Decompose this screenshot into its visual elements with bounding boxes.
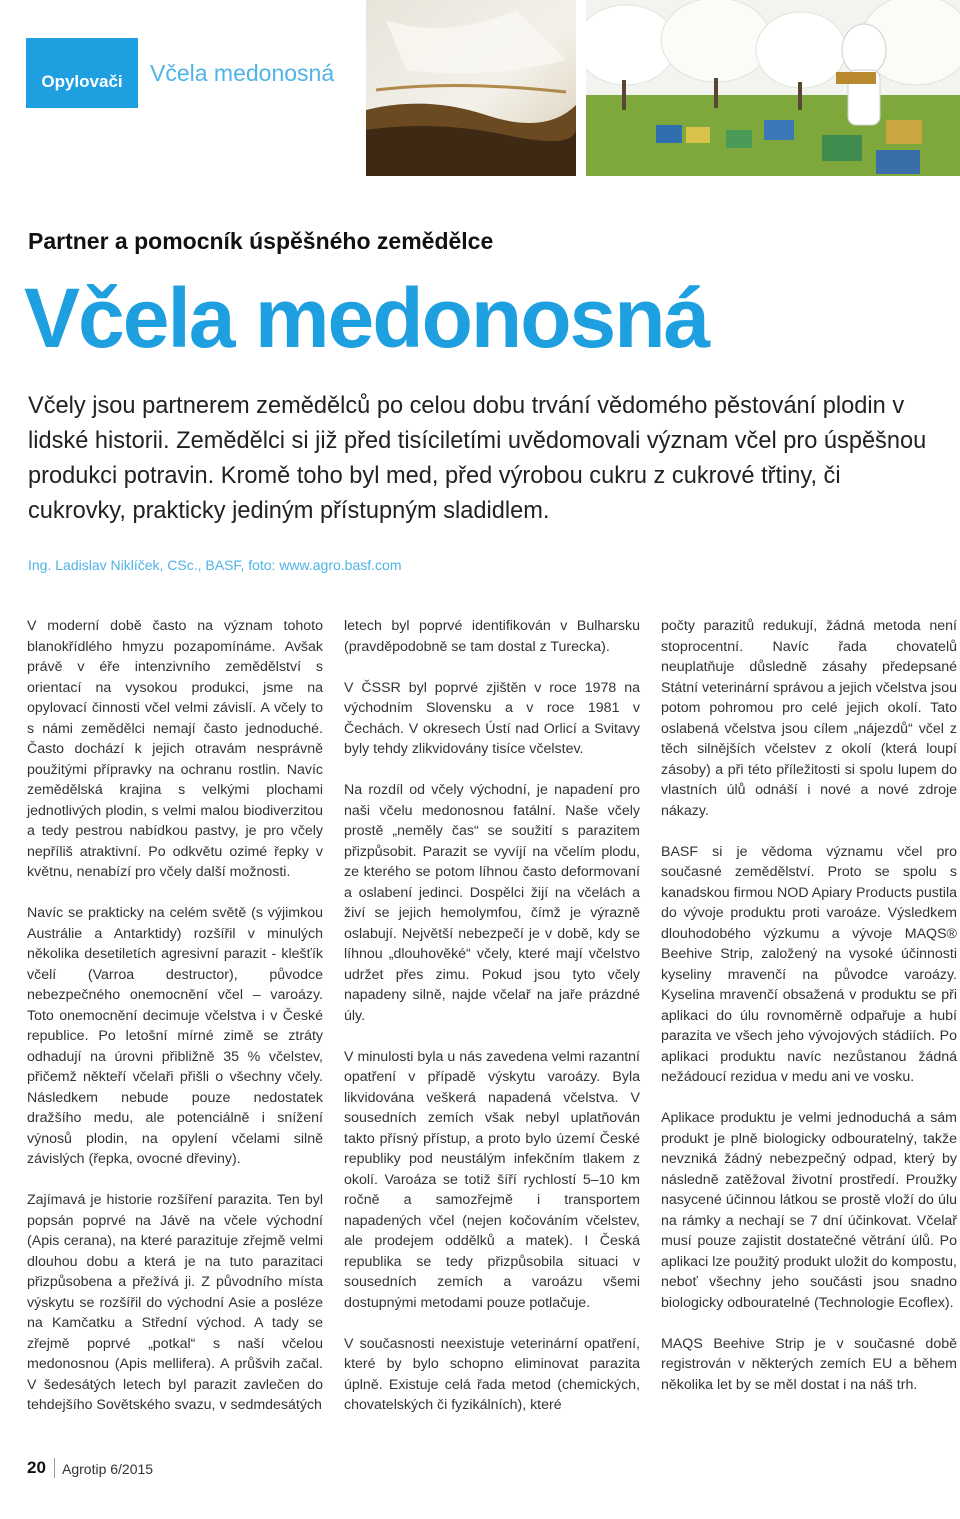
honeycomb-photo (366, 0, 576, 176)
paragraph: Zajímavá je historie rozšíření parazita. Ten byl popsán poprvé na Jávě na včele východní (Apis cerana), na které parazituje zřejmě velmi dlouhou dobu a která je na tuto parazitaci přizpůsobena a přežívá ji. Z původního místa výskytu se rozšířil do východní Asie a posléze na Kamčatku a Střední východ. A tady se zřejmě poprvé „potkal“ s naší včelou medonosnou (Apis mellifera). A průšvih začal. V šedesátých letech byl parazit zavlečen do tehdejšího Sovětského svazu, v sedmdesátých (27, 1192, 323, 1413)
publication-name: Agrotip 6/2015 (62, 1461, 154, 1477)
paragraph: počty parazitů redukují, žádná metoda není stoprocentní. Navíc řada chovatelů neuplatňuje důsledně zásahy předepsané Státní veterinární správou a jejich včelstva jsou potom pohromou pro celé jejich okolí. Tato oslabená včelstva jsou cílem „nájezdů“ včel z těch silnějších včelstev z okolí (která loupí zásoby) a při této příležitosti si spolu lupem do vlastních úlů odnáší i nové a nové zdroje nákazy. (661, 618, 957, 819)
section-tab: Opylovači (26, 38, 138, 108)
beekeeper-orchard-photo (586, 0, 960, 176)
column-2 (344, 616, 640, 1436)
paragraph: MAQS Beehive Strip je v současné době registrován v některých zemích EU a během několika let by se měl dostat i na náš trh. (661, 1335, 957, 1393)
paragraph: Aplikace produktu je velmi jednoduchá a sám produkt je plně biologicky odbouratelný, takže nevzniká žádný nebezpečný odpad, který by následně zatěžoval životní prostředí. Proužky nasycené účinnou látkou se prostě vloží do úlu na rámky a nechají se 7 dní účinkovat. Včelař musí pouze zajistit dostatečné větrání úlů. Po aplikaci lze použitý produkt uložit do kompostu, neboť všechny jeho součásti jsou snadno biologicky odbouratelné (Technologie Ecoflex). (661, 1110, 957, 1311)
paragraph: letech byl poprvé identifikován v Bulharsku (pravděpodobně se tam dostal z Turecka). (344, 618, 640, 655)
paragraph: BASF si je vědoma významu včel pro současné zemědělství. Proto se spolu s kanadskou firmou NOD Apiary Products pustila do vývoje produktu proti varoáze. Výsledkem dlouhodobého výzkumu a vývoje MAQS® Beehive Strip, založený na vysoké účinnosti kyseliny mravenčí na původce varoázy. Kyselina mravenčí obsažená v produktu se při aplikaci do úlu rovnoměrně odpařuje a hubí parazita ve všech jeho vývojových stádiích. Po aplikaci produktu navíc nezůstanou žádná nežádoucí rezidua v medu ani ve vosku. (661, 843, 957, 1085)
column-1 (27, 616, 323, 1436)
paragraph: Na rozdíl od včely východní, je napadení pro naši včelu medonosnou fatální. Naše včely prostě „neměly čas“ se soužití s parazitem přizpůsobit. Parazit se vyvíjí na včelím plodu, ze kterého se potom líhnou často deformovaní a oslabení jedinci. Dospělci žijí na včelách a živí se jejich hemolymfou, čímž je výrazně oslabují. Největší nebezpečí je v době, kdy se líhnou „dlouhověké“ včely, které mají včelstvo udržet přes zimu. Pokud jsou tyto včely napadeny silně, najde včelař na jaře prázdné úly. (344, 782, 640, 1024)
article-headline: Včela medonosná (24, 271, 709, 365)
article-lead: Včely jsou partnerem zemědělců po celou dobu trvání vědomého pěstování plodin v lidské historii. Zemědělci si již před tisíciletími uvědomovali význam včel pro úspěšnou produkci potravin. Kromě toho byl med, před výrobou cukru z cukrové třtiny, či cukrovky, prakticky jediným přístupným sladidlem. (28, 393, 927, 524)
paragraph: Navíc se prakticky na celém světě (s výjimkou Austrálie a Antarktidy) rozšířil v minulých několika desetiletích agresivní parazit - klešťík včelí (Varroa destructor), původce nebezpečného onemocnění včel – varoázy. Toto onemocnění decimuje včelstva i v České republice. Po letošní mírné zimě se ztráty odhadují na úrovni přibližně 35 % včelstev, přičemž někteří včelaři přišli o všechny včely. Následkem nebude pouze nedostatek dražšího medu, ale potenciálně i snížení výnosů plodin, na opylení včelami silně závislých (řepka, ovocné dřeviny). (27, 905, 323, 1167)
article-kicker: Partner a pomocník úspěšného zemědělce (28, 228, 494, 254)
section-title: Včela medonosná (150, 60, 335, 86)
paragraph: V současnosti neexistuje veterinární opatření, které by bylo schopno eliminovat parazita úplně. Existuje celá řada metod (chemických, chovatelských či fyzikálních), které (344, 1335, 640, 1413)
paragraph: V minulosti byla u nás zavedena velmi razantní opatření v případě výskytu varoázy. Byla likvidována veškerá napadená včelstva. V sousedních zemích však nebyl uplatňován takto přísný přístup, a proto bylo území České republiky pod neustálým infekčním tlakem z okolí. Varoáza se totiž šíří rychlostí 5–10 km ročně a samozřejmě i transportem napadených včel (nejen kočováním včelstev, ale prodejem oddělků a matek). I Česká republika se tedy přizpůsobila situaci v sousedních zemích a varoázu všemi dostupnými metodami pouze potlačuje. (344, 1048, 640, 1311)
article-byline: Ing. Ladislav Niklíček, CSc., BASF, foto: www.agro.basf.com (28, 557, 402, 573)
paragraph: V ČSSR byl poprvé zjištěn v roce 1978 na východním Slovensku a v roce 1981 v Čechách. V okresech Ústí nad Orlicí a Svitavy byly tehdy zlikvidovány tisíce včelstev. (344, 679, 640, 757)
column-3 (661, 616, 957, 1416)
paragraph: V moderní době často na význam tohoto blanokřídlého hmyzu pozapomínáme. Avšak právě v éře intenzivního zemědělství s orientací na vysokou produkci, jsme na opylovací činnosti včel velmi závislí. A včely to s námi zemědělci nemají často jednoduché. Často dochází k jejich otravám nesprávně použitými přípravky na ochranu rostlin. Navíc zemědělská krajina s velkými plochami jednotlivých plodin, s velmi malou biodiverzitou a tedy pestrou nabídkou pastvy, je pro včely nepříliš atraktivní. Po odkvětu ozimé řepky v květnu, nenabízí pro včely další možnosti. (27, 618, 323, 880)
page-number: 20 (27, 1458, 55, 1478)
